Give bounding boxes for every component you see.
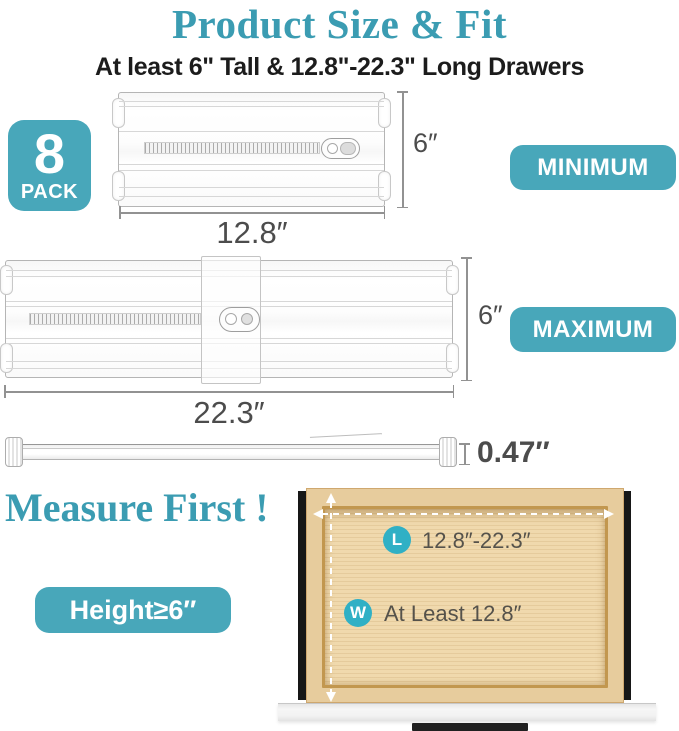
lock-button-icon <box>340 142 356 155</box>
panel-line <box>119 164 384 165</box>
minimum-badge <box>510 145 676 190</box>
divider-max-image <box>5 260 453 378</box>
dimension-cap <box>459 464 470 466</box>
length-range-label: 12.8″-22.3″ <box>422 528 531 553</box>
cabinet-shelf <box>278 703 656 721</box>
dimension-cap <box>461 380 472 382</box>
dimension-cap <box>397 91 408 93</box>
panel-line <box>119 106 384 107</box>
dimension-line <box>4 391 454 393</box>
max-height-dimension <box>461 257 472 381</box>
lock-dial-icon <box>327 143 338 154</box>
dimension-line <box>402 91 404 208</box>
ratchet-track <box>144 142 320 154</box>
pack-count-badge <box>8 120 91 211</box>
thickness-label: 0.47″ <box>477 436 550 469</box>
side-end-cap <box>439 437 457 467</box>
width-range-label: At Least 12.8″ <box>384 601 522 626</box>
max-height-label: 6″ <box>478 300 503 330</box>
drawer-wood-frame <box>306 488 624 703</box>
length-marker: L <box>383 526 411 554</box>
maximum-badge <box>510 307 676 352</box>
dimension-cap <box>397 207 408 209</box>
dimension-cap <box>461 257 472 259</box>
maximum-badge-label: MAXIMUM <box>532 315 654 343</box>
panel-line <box>119 196 384 197</box>
pack-count-label: PACK <box>20 181 79 203</box>
page-title: Product Size & Fit <box>171 1 508 47</box>
arrowhead-left-icon <box>313 509 323 519</box>
width-marker: W <box>344 599 372 627</box>
side-end-cap <box>5 437 23 467</box>
thickness-dimension <box>459 443 470 465</box>
divider-side-image <box>5 437 457 467</box>
min-height-label: 6″ <box>413 128 438 158</box>
subtitle: At least 6" Tall & 12.8"-22.3" Long Drawers <box>95 53 584 81</box>
max-length-label: 22.3″ <box>193 395 265 430</box>
width-arrow <box>330 502 332 693</box>
arrowhead-up-icon <box>326 493 336 503</box>
lock-slider <box>219 307 260 332</box>
bumper-corner <box>112 98 125 128</box>
divider-side-bar <box>17 444 445 460</box>
min-height-dimension <box>397 91 408 208</box>
arrowhead-down-icon <box>326 692 336 702</box>
length-arrow <box>322 513 605 515</box>
minimum-badge-label: MINIMUM <box>537 153 649 181</box>
divider-min-image <box>118 92 385 207</box>
pack-count-number: 8 <box>33 122 66 185</box>
panel-line <box>18 448 444 449</box>
side-clip-detail <box>310 433 382 442</box>
height-requirement-badge <box>35 587 231 633</box>
panel-line <box>119 170 384 171</box>
dimension-line <box>466 257 468 381</box>
drawer-image <box>298 486 631 703</box>
bumper-corner <box>378 98 391 128</box>
lock-button-icon <box>241 313 253 325</box>
measure-first-heading: Measure First ! <box>5 485 269 530</box>
ratchet-track <box>29 313 201 325</box>
dimension-line <box>464 443 466 465</box>
drawer-handle <box>412 723 528 731</box>
dimension-line <box>119 212 385 214</box>
min-length-label: 12.8″ <box>216 215 288 250</box>
panel-line <box>119 187 384 188</box>
arrowhead-right-icon <box>604 509 614 519</box>
height-requirement-label: Height≥6″ <box>69 594 197 625</box>
panel-line <box>119 101 384 102</box>
lock-slider <box>321 138 360 159</box>
lock-dial-icon <box>225 313 237 325</box>
panel-line <box>119 131 384 132</box>
dimension-cap <box>459 443 470 445</box>
